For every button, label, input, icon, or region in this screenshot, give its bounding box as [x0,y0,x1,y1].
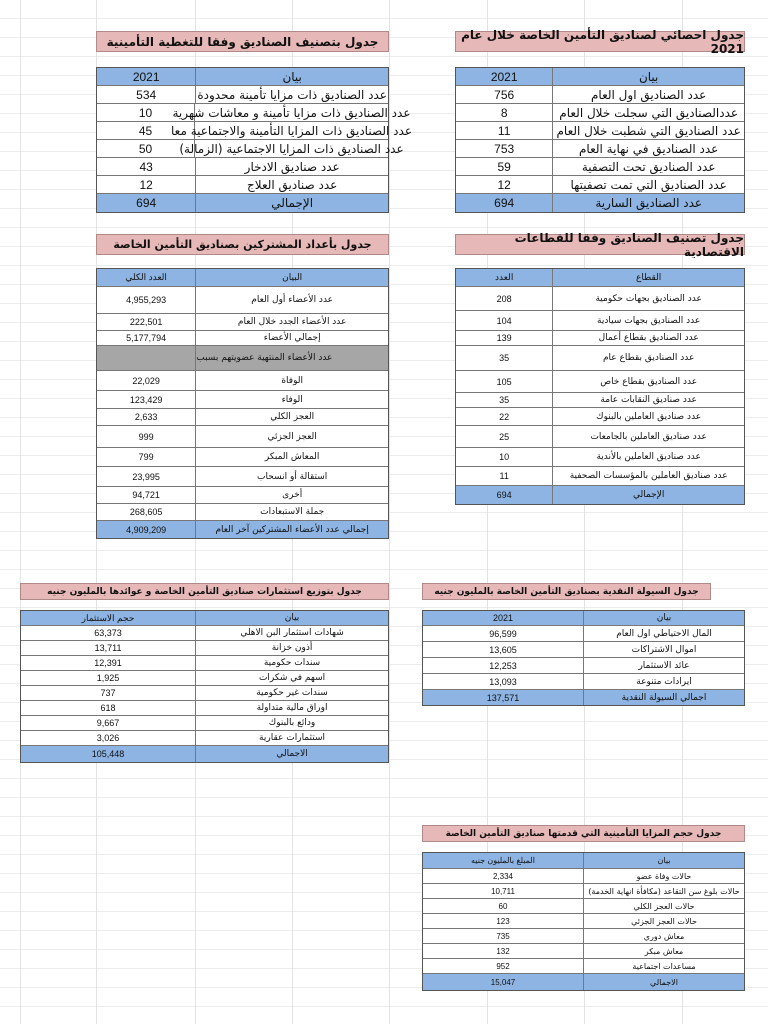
table-row [97,287,388,314]
value-cell[interactable]: 60 [423,899,584,913]
label-cell[interactable]: عدد الأعضاء أول العام [251,295,334,305]
label-cell[interactable]: عدد الصناديق التي شطبت خلال العام [556,123,741,138]
table-row [423,914,744,929]
label-cell[interactable]: أخرى [282,490,303,500]
value-cell[interactable]: 10 [456,448,553,466]
table-row [97,487,388,504]
label-cell[interactable]: عدد الصناديق بقطاع أعمال [598,333,699,343]
value-cell[interactable]: 59 [456,158,553,175]
label-cell[interactable]: عدد الصناديق التي تمت تصفيتها [570,177,727,192]
header-row [423,853,744,869]
label-cell[interactable]: ايرادات متنوعة [636,676,692,687]
table-row [456,467,744,486]
value-cell[interactable]: 694 [97,194,196,212]
total-row [456,194,744,212]
table-row [423,674,744,690]
label-cell[interactable]: القطاع [636,272,662,283]
value-cell[interactable]: 22,029 [97,371,196,390]
label-cell[interactable]: حالات بلوغ سن التقاعد (مكافأة انهاية الخدمة) [588,886,740,896]
value-cell[interactable]: 123,429 [97,391,196,408]
table-row [456,122,744,140]
value-cell[interactable]: 13,093 [423,674,584,689]
label-cell[interactable]: حالات العجز الكلي [633,901,695,911]
label-cell[interactable]: عدد الصناديق تحت التصفية [581,159,716,174]
table-row [456,311,744,331]
table-row [423,899,744,914]
label-cell[interactable]: بيان [282,69,302,84]
label-cell[interactable]: عدد الصناديق بقطاع عام [602,353,695,363]
total-row [97,521,388,538]
label-cell[interactable]: عدد صناديق العاملين بالمؤسسات الصحفية [569,471,728,481]
members-table [96,268,389,539]
value-cell[interactable]: 9,667 [21,716,196,730]
value-cell[interactable]: 2021 [423,611,584,625]
value-cell[interactable]: 2021 [97,68,196,85]
table-row [97,104,411,122]
label-cell[interactable]: اموال الاشتراكات [631,644,697,655]
table-row [456,140,744,158]
label-cell[interactable]: بيان [638,69,659,84]
benefits-title: جدول حجم المزايا التأمينية التي قدمتها صناديق التأمين الخاصة [422,825,745,842]
table-row [423,658,744,674]
value-cell[interactable]: 123 [423,914,584,928]
value-cell[interactable]: 139 [456,331,553,345]
table-row [423,642,744,658]
label-cell[interactable]: عدد الصناديق السارية [595,196,703,210]
label-cell[interactable]: عائد الاستثمار [638,660,690,671]
table-row [97,140,404,158]
label-cell[interactable]: معاش مبكر [644,946,684,956]
value-cell[interactable]: 105,448 [21,746,196,762]
table-row [456,86,744,104]
table-row [21,686,388,701]
table-row [456,331,744,346]
label-cell[interactable]: عدد صناديق النقابات عامة [600,395,697,405]
label-cell[interactable]: سندات غير حكومية [256,688,328,698]
value-cell[interactable]: 735 [423,929,584,943]
label-cell[interactable]: البيان [282,272,303,283]
table-row [456,448,744,467]
table-row [97,426,388,448]
cash-liquidity-table [422,610,745,706]
label-cell[interactable]: الإجمالي [271,196,314,210]
value-cell[interactable]: 137,571 [423,690,584,705]
label-cell[interactable]: سندات حكومية [263,658,321,668]
value-cell[interactable]: 63,373 [21,626,196,640]
label-cell[interactable]: اسهم في شكرات [258,673,326,683]
value-cell[interactable]: 13,605 [423,642,584,657]
label-cell[interactable]: عدد الصناديق ذات المزايا الاجتماعية (الزمالة) [179,141,404,156]
label-cell[interactable]: عدد الصناديق بقطاع خاص [600,376,698,387]
table-row [21,671,388,686]
value-cell[interactable]: 3,026 [21,731,196,745]
value-cell[interactable]: 4,909,209 [97,521,196,538]
value-cell[interactable]: 2021 [456,68,553,85]
value-cell[interactable]: 799 [97,448,196,466]
table-row [21,716,388,731]
label-cell[interactable]: الاجمالي [276,749,308,759]
label-cell[interactable]: اجمالي السيولة النقدية [621,692,707,703]
label-cell[interactable]: حالات العجز الجزئي [631,916,697,926]
value-cell[interactable]: 952 [423,959,584,973]
label-cell[interactable]: الاجمالي [650,977,678,987]
label-cell[interactable]: بيان [657,856,671,865]
value-cell[interactable]: 96,599 [423,626,584,641]
value-cell[interactable]: 208 [456,287,553,310]
value-cell[interactable]: 94,721 [97,487,196,503]
value-cell[interactable]: 22 [456,408,553,425]
header-row [97,269,388,287]
value-cell[interactable]: 132 [423,944,584,958]
value-cell[interactable]: 1,925 [21,671,196,685]
value-cell[interactable]: العدد [456,269,553,286]
table-row [456,287,744,311]
fund-stats-table [455,67,745,213]
value-cell[interactable] [97,346,196,370]
label-cell[interactable]: عددالصناديق التي سجلت خلال العام [559,105,739,120]
table-row [97,122,412,140]
label-cell[interactable]: عدد الصناديق في نهاية العام [579,141,719,156]
sector-classification-title: جدول تصنيف الصناديق وفقا للقطاعات الاقتصادية [455,234,745,255]
label-cell[interactable]: العجز الكلي [270,412,315,422]
label-cell[interactable]: عدد صناديق العاملين بالبنوك [596,411,702,422]
label-cell[interactable]: الوفاة [281,375,303,386]
table-row [97,409,388,426]
value-cell[interactable]: 12,391 [21,656,196,670]
header-row [21,611,388,626]
value-cell[interactable]: 25 [456,426,553,447]
sector-classification-table [455,268,745,505]
value-cell[interactable]: 12 [456,176,553,193]
table-row [456,408,744,426]
label-cell[interactable]: الوفاء [281,394,303,405]
table-row [97,314,388,331]
value-cell[interactable]: 2,633 [97,409,196,425]
table-row [456,371,744,393]
value-cell[interactable]: 268,605 [97,504,196,520]
value-cell[interactable]: 694 [456,194,553,212]
table-row [456,176,744,194]
table-row [423,944,744,959]
table-row [21,731,388,746]
label-cell[interactable]: عدد الصناديق بجهات سيادية [597,315,701,326]
value-cell[interactable]: 45 [97,122,195,139]
label-cell[interactable]: عدد الأعضاء الجدد خلال العام [237,317,347,327]
coverage-classification-table [96,67,412,213]
table-row [456,104,744,122]
table-row [423,959,744,974]
label-cell[interactable]: حالات وفاة عضو [636,871,692,881]
table-row [423,929,744,944]
value-cell[interactable]: 12,253 [423,658,584,673]
label-cell[interactable]: مساعدات اجتماعية [632,961,696,971]
members-title: جدول بأعداد المشتركين بصناديق التأمين الخاصة [96,234,389,255]
value-cell[interactable]: 105 [456,371,553,392]
header-row [423,611,744,626]
value-cell[interactable]: 13,711 [21,641,196,655]
value-cell[interactable]: 2,334 [423,869,584,883]
label-cell[interactable]: إجمالي عدد الأعضاء المشتركين آخر العام [215,524,369,535]
table-row [97,158,388,176]
value-cell[interactable]: 5,177,794 [97,331,196,345]
table-row [21,641,388,656]
table-row [97,176,388,194]
label-cell[interactable]: المال الاحتياطي اول العام [616,628,712,639]
value-cell[interactable]: 10,711 [423,884,584,898]
investments-title: جدول بتوزيع استثمارات صناديق التأمين الخاصة و عوائدها بالمليون جنيه [20,583,389,600]
total-row [21,746,388,762]
table-row [97,371,388,391]
label-cell[interactable]: إجمالي الأعضاء [263,333,321,343]
total-row [97,194,388,212]
table-row [21,656,388,671]
value-cell[interactable]: 35 [456,346,553,370]
value-cell[interactable]: 10 [97,104,195,121]
table-row [97,467,388,487]
label-cell[interactable]: عدد الأعضاء المنتهية عضويتهم بسبب [196,353,333,363]
label-cell[interactable]: العجز الجزئي [267,431,317,442]
table-row [456,346,744,371]
value-cell[interactable]: 12 [97,176,196,193]
cash-liquidity-title: جدول السيولة النقدية بصناديق التأمين الخاصة بالمليون جنيه [422,583,711,600]
value-cell[interactable]: 999 [97,426,196,447]
header-row [456,269,744,287]
label-cell[interactable]: استقالة أو انسحاب [257,471,328,482]
header-row [97,68,388,86]
label-cell[interactable]: عدد صناديق العاملين بالأندية [596,452,701,462]
label-cell[interactable]: أذون خزانة [271,643,313,653]
label-cell[interactable]: عدد الصناديق اول العام [591,87,707,102]
table-row [97,448,388,467]
total-row [423,974,744,990]
value-cell[interactable]: 756 [456,86,553,103]
value-cell[interactable]: حجم الاستثمار [21,611,196,625]
label-cell[interactable]: الإجمالي [632,490,665,500]
label-cell[interactable]: اوراق مالية متداولة [256,703,328,713]
total-row [423,690,744,705]
table-row [97,86,388,104]
table-row [456,158,744,176]
value-cell[interactable]: 104 [456,311,553,330]
label-cell[interactable]: عدد الصناديق ذات المزايا التأمينة والاجتماعية معا [171,123,412,138]
label-cell[interactable]: عدد الصناديق ذات مزايا تأمينة محدودة [197,87,387,102]
table-row [456,426,744,448]
value-cell[interactable]: 222,501 [97,314,196,330]
value-cell[interactable]: 11 [456,122,553,139]
label-cell[interactable]: شهادات استثمار البن الاهلي [240,628,344,638]
fund-stats-title: جدول احصائي لصناديق التأمين الخاصة خلال عام 2021 [455,31,745,52]
section-row [97,346,388,371]
table-row [456,393,744,408]
label-cell[interactable]: عدد صناديق العلاج [247,177,338,192]
value-cell[interactable]: العدد الكلي [97,269,196,286]
table-row [97,504,388,521]
coverage-classification-title: جدول بتصنيف الصناديق وفقا للتغطية التأمينية [96,31,389,52]
benefits-table [422,852,745,991]
label-cell[interactable]: جملة الاستبعادات [260,507,325,517]
value-cell[interactable]: 753 [456,140,553,157]
table-row [423,884,744,899]
table-row [423,626,744,642]
value-cell[interactable]: 15,047 [423,974,584,990]
value-cell[interactable]: 35 [456,393,553,407]
label-cell[interactable]: المعاش المبكر [264,452,320,462]
value-cell[interactable]: المبلغ بالمليون جنيه [423,853,584,868]
label-cell[interactable]: عدد صناديق العاملين بالجامعات [590,431,707,442]
label-cell[interactable]: استثمارات عقارية [259,733,325,743]
value-cell[interactable]: 694 [456,486,553,504]
table-row [21,626,388,641]
investments-table [20,610,389,763]
label-cell[interactable]: عدد الصناديق بجهات حكومية [595,293,702,304]
label-cell[interactable]: بيان [284,613,300,623]
total-row [456,486,744,504]
label-cell[interactable]: ودائع بالبنوك [268,718,316,728]
value-cell[interactable]: 50 [97,140,195,157]
table-row [97,331,388,346]
value-cell[interactable]: 43 [97,158,196,175]
value-cell[interactable]: 4,955,293 [97,287,196,313]
label-cell[interactable]: عدد صناديق الادخار [244,159,340,174]
table-row [97,391,388,409]
table-row [423,869,744,884]
header-row [456,68,744,86]
label-cell[interactable]: بيان [656,613,672,623]
label-cell[interactable]: معاش دوري [643,931,685,941]
label-cell[interactable]: عدد الصناديق ذات مزايا تأمينة و معاشات شهرية [172,105,411,120]
value-cell[interactable]: 8 [456,104,553,121]
value-cell[interactable]: 23,995 [97,467,196,486]
value-cell[interactable]: 618 [21,701,196,715]
value-cell[interactable]: 534 [97,86,196,103]
value-cell[interactable]: 11 [456,467,553,485]
value-cell[interactable]: 737 [21,686,196,700]
table-row [21,701,388,716]
